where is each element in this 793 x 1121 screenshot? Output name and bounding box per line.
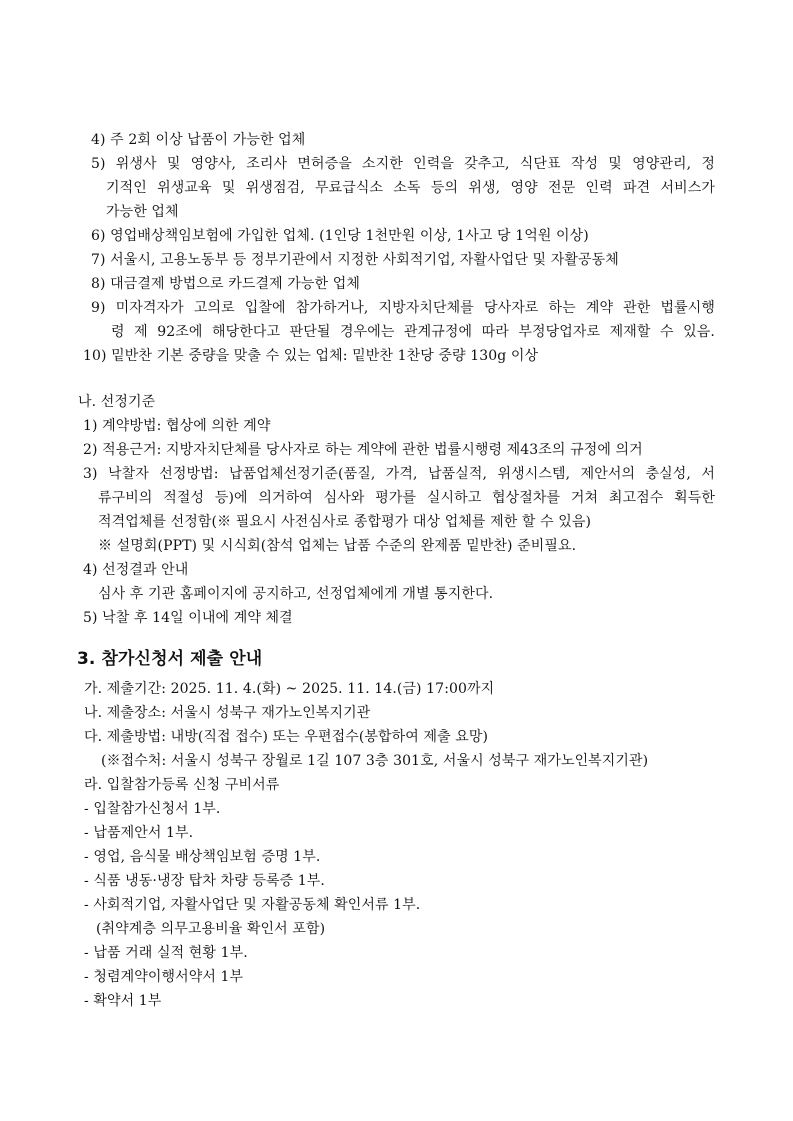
selection-note: ※ 설명회(PPT) 및 시식회(참석 업체는 납품 수준의 완제품 밑반찬) 준비필요. [98,538,577,554]
requirement-item-10: 10) 밑반찬 기본 중량을 맞출 수 있는 업체: 밑반찬 1찬당 중량 130g 이상 [83,348,539,364]
requirement-item-9-cont: 령 제 92조에 해당한다고 판단될 경우에는 관계규정에 따라 부정당업자로 제재할 수 있음. [111,324,715,340]
requirement-item-8: 8) 대금결제 방법으로 카드결제 가능한 업체 [91,276,360,292]
requirement-item-5-cont: 기적인 위생교육 및 위생점검, 무료급식소 소독 등의 위생, 영양 전문 인력 파견 서비스가 [106,180,715,196]
selection-line: 1) 계약방법: 협상에 의한 계약 [83,418,271,434]
submission-line: 다. 제출방법: 내방(직접 접수) 또는 우편접수(봉합하여 제출 요망) [84,729,489,745]
selection-line: 적격업체를 선정함(※ 필요시 사전심사로 종합평가 대상 업체를 제한 할 수 있음) [98,514,592,530]
document-list-item: - 납품제안서 1부. [84,825,194,841]
selection-line: 3) 낙찰자 선정방법: 납품업체선정기준(품질, 가격, 납품실적, 위생시스템, 제안서의 충실성, 서 [83,466,715,482]
submission-line: 라. 입찰참가등록 신청 구비서류 [84,777,280,793]
document-list-item-note: (취약계층 의무고용비율 확인서 포함) [96,921,326,937]
requirement-item-4: 4) 주 2회 이상 납품이 가능한 업체 [91,132,306,148]
document-list-item: - 사회적기업, 자활사업단 및 자활공동체 확인서류 1부. [84,897,421,913]
requirement-item-6: 6) 영업배상책임보험에 가입한 업체. (1인당 1천만원 이상, 1사고 당 1억원 이상) [91,228,589,244]
document-list-item: - 영업, 음식물 배상책임보험 증명 1부. [84,849,321,865]
selection-line: 류구비의 적절성 등)에 의거하여 심사와 평가를 실시하고 협상절차를 거쳐 최고점수 획득한 [98,490,715,506]
requirement-item-9: 9) 미자격자가 고의로 입찰에 참가하거나, 지방자치단체를 당사자로 하는 계약 관한 법률시행 [91,300,715,316]
selection-line: 4) 선정결과 안내 [83,562,189,578]
submission-line: (※접수처: 서울시 성북구 장월로 1길 107 3층 301호, 서울시 성북구 재가노인복지기관) [101,753,649,769]
section-title-selection: 나. 선정기준 [78,394,156,410]
document-list-item: - 확약서 1부 [84,993,162,1009]
document-list-item: - 입찰참가신청서 1부. [84,801,221,817]
requirement-item-5-cont: 가능한 업체 [106,204,179,220]
selection-line: 5) 낙찰 후 14일 이내에 계약 체결 [83,610,293,626]
requirement-item-7: 7) 서울시, 고용노동부 등 정부기관에서 지정한 사회적기업, 자활사업단 및 자활공동체 [91,252,619,268]
selection-line: 심사 후 기관 홈페이지에 공지하고, 선정업체에게 개별 통지한다. [98,586,494,602]
document-list-item: - 청렴계약이행서약서 1부 [84,969,244,985]
document-list-item: - 납품 거래 실적 현황 1부. [84,945,248,961]
document-list-item: - 식품 냉동·냉장 탑차 차량 등록증 1부. [84,873,325,889]
requirement-item-5: 5) 위생사 및 영양사, 조리사 면허증을 소지한 인력을 갖추고, 식단표 작성 및 영양관리, 정 [91,156,715,172]
section-heading-submission: 3. 참가신청서 제출 안내 [77,649,263,669]
submission-line: 나. 제출장소: 서울시 성북구 재가노인복지기관 [84,705,371,721]
submission-line: 가. 제출기간: 2025. 11. 4.(화) ~ 2025. 11. 14.(금) 17:00까지 [84,681,495,697]
selection-line: 2) 적용근거: 지방자치단체를 당사자로 하는 계약에 관한 법률시행령 제43조의 규정에 의거 [83,442,643,458]
